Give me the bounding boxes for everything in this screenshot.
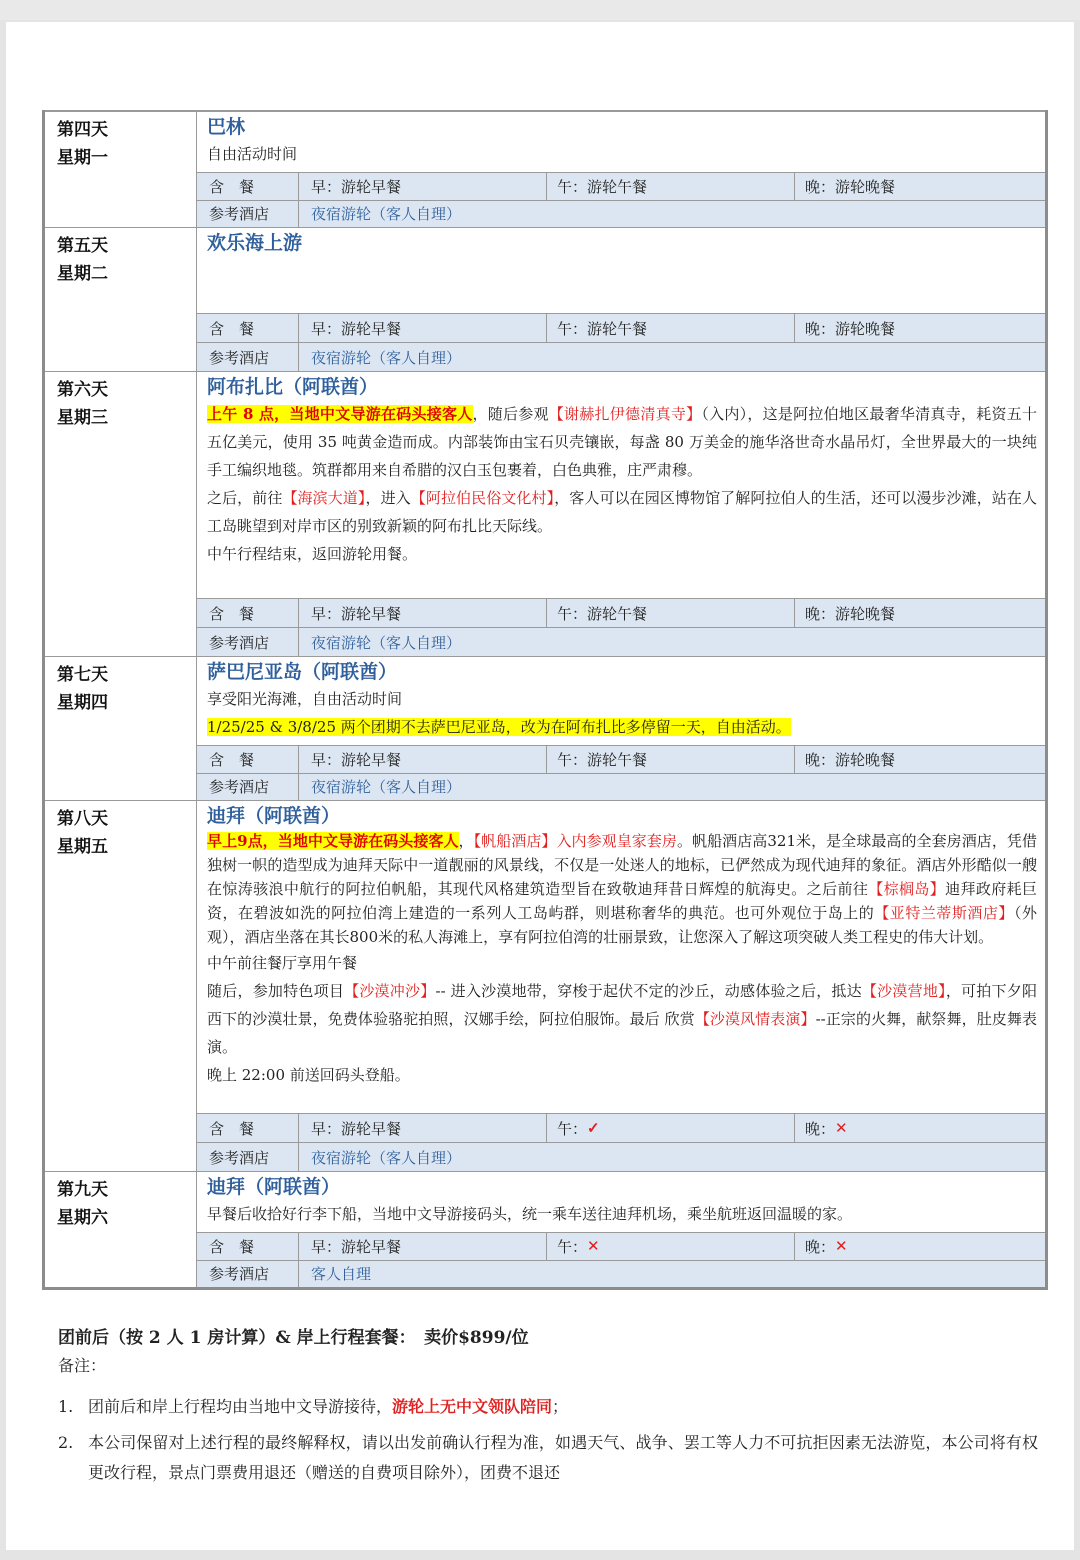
hotel-value: 客人自理: [311, 1265, 372, 1284]
day-weekday: 星期二: [57, 264, 108, 284]
day-number: 第四天: [57, 120, 108, 140]
attraction-name: 【沙漠风情表演】: [694, 1010, 816, 1028]
day-content: [197, 372, 1045, 598]
day-row: [45, 110, 1045, 227]
hotel-label: 参考酒店: [197, 343, 299, 371]
day-weekday: 星期六: [57, 1208, 108, 1228]
day-weekday: 星期三: [57, 408, 108, 428]
meal-label: 含 餐: [197, 1233, 299, 1260]
day-main: [197, 657, 1045, 800]
text: -- 进入沙漠地带，穿梭于起伏不定的沙丘，动感体验之后，抵达: [435, 982, 862, 1000]
day-title: 萨巴尼亚岛（阿联酋）: [207, 661, 398, 683]
text: 团前后和岸上行程均由当地中文导游接待，: [88, 1397, 393, 1416]
attraction-name: 【沙漠营地】: [861, 982, 946, 1000]
lunch: 午：游轮午餐: [547, 314, 795, 342]
meal-label: 含 餐: [197, 1114, 299, 1142]
day-content: [197, 1172, 1045, 1232]
meal-label: 含 餐: [197, 314, 299, 342]
text: --正宗的火舞，献祭舞，肚皮舞表演。: [207, 1010, 1037, 1056]
breakfast: 早：游轮早餐: [299, 599, 547, 627]
dinner: 晚：游轮晚餐: [805, 604, 896, 623]
day-main: [197, 1172, 1045, 1287]
day-title: 迪拜（阿联酋）: [207, 805, 341, 827]
hotel-label: 参考酒店: [197, 1143, 299, 1171]
text: （外观），酒店坐落在其长800米的私人海滩上，享有阿拉伯湾的壮丽景致，让您深入了解这项突破人类工程史的伟大计划。: [207, 904, 1037, 946]
hotel-label: 参考酒店: [197, 201, 299, 228]
text: ，: [458, 832, 474, 850]
document-page: [6, 22, 1074, 1550]
lunch: 午：游轮午餐: [547, 746, 795, 773]
dinner: [795, 1233, 1045, 1260]
breakfast: 早：游轮早餐: [299, 173, 547, 200]
day-label: [45, 657, 197, 800]
day-weekday: 星期四: [57, 693, 108, 713]
text: 随后，参加特色项目: [207, 982, 345, 1000]
day-paragraph: [207, 400, 1037, 484]
text: ；: [552, 1397, 569, 1416]
day-paragraph: 晚上 22:00 前送回码头登船。: [207, 1066, 410, 1084]
hotel-row: [197, 342, 1045, 371]
text: （入内），这是阿拉伯地区最奢华清真寺，耗资五十五亿美元，使用 35 吨黄金造而成。内部装饰由宝石贝壳镶嵌，每盏 80 万美金的施华洛世奇水晶吊灯，全世界最大的一块纯手工编织地毯。筑群都用来自希腊的汉白玉包裹着，白色典雅，庄严肃穆。: [207, 405, 1037, 479]
day-paragraph: [207, 484, 1037, 540]
hotel-row: [197, 773, 1045, 801]
day-content: [197, 228, 1045, 313]
day-weekday: 星期一: [57, 148, 108, 168]
attraction-name: 【海滨大道】: [282, 489, 366, 507]
day-title: 阿布扎比（阿联酋）: [207, 376, 379, 398]
lunch-label: 午：: [557, 1119, 588, 1138]
dinner-label: 晚：: [805, 1237, 836, 1256]
text: ，进入: [365, 489, 411, 507]
meal-row: [197, 745, 1045, 773]
day-number: 第五天: [57, 236, 108, 256]
hotel-label: 参考酒店: [197, 1261, 299, 1288]
hotel-value: 夜宿游轮（客人自理）: [311, 778, 462, 797]
hotel-value: 夜宿游轮（客人自理）: [311, 1148, 462, 1167]
note-number: 1.: [58, 1397, 74, 1416]
day-main: [197, 801, 1045, 1171]
notes-heading: 备注：: [58, 1356, 107, 1375]
note-item: [58, 1392, 1038, 1422]
text: ，随后参观: [472, 405, 549, 423]
note-text: [88, 1392, 1038, 1422]
text: 迪拜政府耗巨资，在碧波如洗的阿拉伯湾上建造的一系列人工岛屿群，则堪称奢华的典范。也可外观位于岛上的: [207, 880, 1037, 922]
hotel-row: [197, 200, 1045, 228]
day-row: [45, 1171, 1045, 1287]
attraction-name: 【阿拉伯民俗文化村】: [410, 489, 555, 507]
text: 。帆船酒店高321米，是全球最高的全套房酒店，凭借独树一帜的造型成为迪拜天际中一道靓丽的风景线，不仅是一处迷人的地标，已俨然成为现代迪拜的象征。酒店外形酷似一艘在惊涛骇浪中航行的阿拉伯帆船，其现代风格建筑造型旨在致敬迪拜昔日辉煌的航海史。之后前往: [207, 832, 1037, 898]
meal-row: [197, 1113, 1045, 1142]
check-icon: ✓: [587, 1119, 600, 1137]
attraction-name: 【谢赫扎伊德清真寺】: [548, 405, 702, 423]
top-strip: [0, 0, 1080, 20]
day-row: [45, 800, 1045, 1171]
day-desc: 享受阳光海滩，自由活动时间: [207, 690, 403, 708]
lunch: [547, 1114, 795, 1142]
hotel-row: [197, 1142, 1045, 1171]
hotel-value: 夜宿游轮（客人自理）: [311, 633, 462, 652]
lunch: 午：游轮午餐: [547, 173, 795, 200]
attraction-name: 【沙漠冲沙】: [344, 982, 436, 1000]
attraction-name: 【亚特兰蒂斯酒店】: [874, 904, 1014, 922]
highlight-text: 早上9点，当地中文导游在码头接客人: [207, 832, 459, 850]
day-number: 第六天: [57, 380, 108, 400]
note-number: 2.: [58, 1433, 74, 1452]
day-title: 巴林: [207, 116, 246, 138]
day-label: [45, 372, 197, 656]
note-warning: 游轮上无中文领队陪同: [392, 1397, 553, 1416]
hotel-label: 参考酒店: [197, 774, 299, 801]
day-paragraph: [207, 829, 1037, 949]
day-main: [197, 372, 1045, 656]
dinner-label: 晚：: [805, 1119, 836, 1138]
day-label: [45, 1172, 197, 1287]
day-row: [45, 227, 1045, 371]
day-row: [45, 371, 1045, 656]
notice-highlight: 1/25/25 & 3/8/25 两个团期不去萨巴尼亚岛，改为在阿布扎比多停留一天，自由活动。: [207, 718, 791, 736]
day-label: [45, 228, 197, 371]
day-label: [45, 112, 197, 227]
hotel-row: [197, 627, 1045, 656]
meal-label: 含 餐: [197, 599, 299, 627]
day-main: [197, 112, 1045, 227]
hotel-value: 夜宿游轮（客人自理）: [311, 205, 462, 224]
meal-row: [197, 1232, 1045, 1260]
cross-icon: ✕: [835, 1119, 848, 1137]
breakfast: 早：游轮早餐: [299, 1233, 547, 1260]
hotel-value: 夜宿游轮（客人自理）: [311, 348, 462, 367]
day-paragraph: 中午前往餐厅享用午餐: [207, 954, 358, 972]
day-content: [197, 657, 1045, 745]
meal-row: [197, 598, 1045, 627]
breakfast: 早：游轮早餐: [299, 1114, 547, 1142]
lunch-label: 午：: [557, 1237, 588, 1256]
day-number: 第九天: [57, 1180, 108, 1200]
day-main: [197, 228, 1045, 371]
breakfast: 早：游轮早餐: [299, 746, 547, 773]
price-line: 团前后（按 2 人 1 房计算）& 岸上行程套餐： 卖价$899/位: [58, 1328, 529, 1348]
lunch: 午：游轮午餐: [547, 599, 795, 627]
day-row: [45, 656, 1045, 800]
day-weekday: 星期五: [57, 837, 108, 857]
hotel-label: 参考酒店: [197, 628, 299, 656]
day-title: 迪拜（阿联酋）: [207, 1176, 341, 1198]
footer-notes: [58, 1324, 1038, 1494]
text: 之后，前往: [207, 489, 283, 507]
day-label: [45, 801, 197, 1171]
day-desc: 早餐后收拾好行李下船，当地中文导游接码头，统一乘车送往迪拜机场，乘坐航班返回温暖的家。: [207, 1205, 853, 1223]
text: ，可拍下夕阳西下的沙漠壮景，免费体验骆驼拍照，汉娜手绘，阿拉伯服饰。最后 欣赏: [207, 982, 1037, 1028]
cross-icon: ✕: [835, 1237, 848, 1256]
day-desc: 自由活动时间: [207, 145, 298, 163]
dinner: 晚：游轮晚餐: [805, 319, 896, 338]
meal-label: 含 餐: [197, 746, 299, 773]
hotel-row: [197, 1260, 1045, 1288]
highlight-text: 上午 8 点，当地中文导游在码头接客人: [207, 405, 473, 423]
attraction-name: 【帆船酒店】入内参观皇家套房: [473, 832, 677, 850]
text: ，客人可以在园区博物馆了解阿拉伯人的生活，还可以漫步沙滩，站在人工岛眺望到对岸市区的别致新颖的阿布扎比天际线。: [207, 489, 1037, 535]
meal-row: [197, 313, 1045, 342]
day-number: 第八天: [57, 809, 108, 829]
note-item: [58, 1428, 1038, 1488]
note-text: 本公司保留对上述行程的最终解释权，请以出发前确认行程为准，如遇天气、战争、罢工等人力不可抗拒因素无法游览，本公司将有权更改行程，景点门票费用退还（赠送的自费项目除外），团费不退还: [88, 1433, 1038, 1482]
day-paragraph: 中午行程结束，返回游轮用餐。: [207, 545, 418, 563]
dinner: [795, 1114, 1045, 1142]
day-content: [197, 112, 1045, 172]
dinner: 晚：游轮晚餐: [805, 750, 896, 769]
cross-icon: ✕: [587, 1237, 600, 1256]
day-number: 第七天: [57, 665, 108, 685]
meal-row: [197, 172, 1045, 200]
attraction-name: 【棕榈岛】: [868, 880, 946, 898]
day-paragraph: [207, 977, 1037, 1061]
lunch: [547, 1233, 795, 1260]
breakfast: 早：游轮早餐: [299, 314, 547, 342]
dinner: 晚：游轮晚餐: [805, 177, 896, 196]
day-title: 欢乐海上游: [207, 232, 303, 254]
day-content: [197, 801, 1045, 1113]
itinerary-table: [42, 110, 1048, 1290]
meal-label: 含 餐: [197, 173, 299, 200]
